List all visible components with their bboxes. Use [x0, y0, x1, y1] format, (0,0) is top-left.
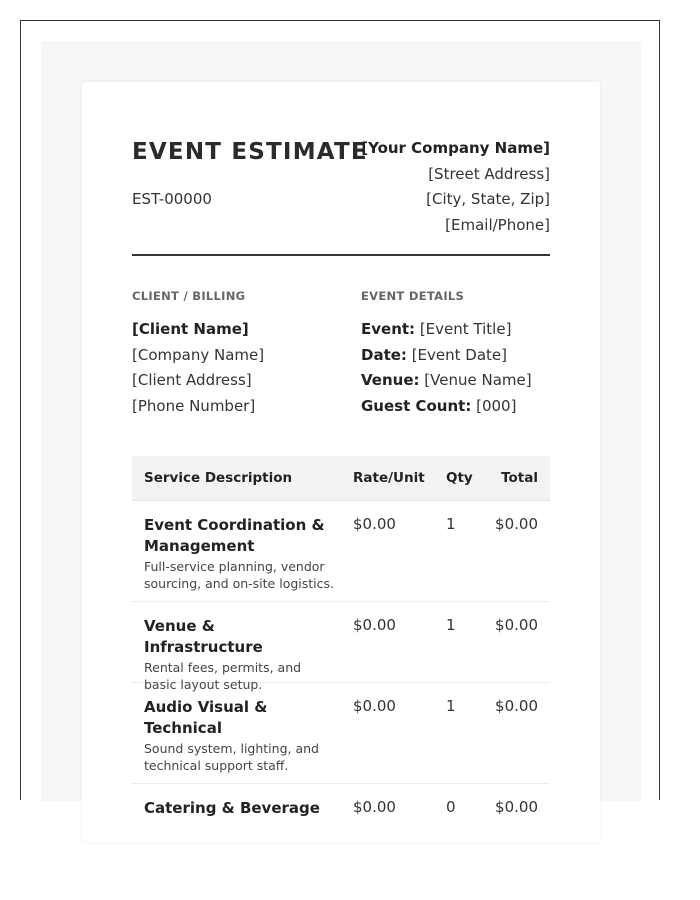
header-qty: Qty [446, 470, 473, 486]
services-table [132, 456, 550, 864]
service-detail: Sound system, lighting, and technical support staff. [144, 741, 319, 773]
client-block [132, 317, 264, 419]
client-heading: CLIENT / BILLING [132, 289, 246, 303]
header-divider [132, 254, 550, 256]
document-canvas [41, 41, 641, 817]
company-contact: [Email/Phone] [445, 215, 550, 234]
service-cell [144, 515, 334, 592]
date-label: Date: [361, 345, 407, 364]
service-cell [144, 616, 334, 693]
service-qty: 1 [446, 616, 456, 634]
event-label: Event: [361, 320, 416, 338]
guests-label: Guest Count: [361, 396, 472, 415]
event-value: [Event Title] [419, 320, 512, 338]
service-total: $0.00 [495, 697, 538, 715]
service-rate: $0.00 [353, 515, 396, 533]
event-block [361, 317, 532, 419]
header-rate: Rate/Unit [353, 470, 425, 486]
service-qty: 0 [446, 798, 456, 816]
event-guests-line [361, 394, 532, 420]
event-heading: EVENT DETAILS [361, 289, 465, 303]
company-city: [City, State, Zip] [426, 190, 550, 208]
service-name: Audio Visual & Technical [144, 698, 268, 737]
client-company: [Company Name] [132, 345, 265, 364]
company-block [361, 136, 550, 238]
service-detail: Full-service planning, vendor sourcing, and on-site logistics. [144, 559, 334, 591]
service-total: $0.00 [495, 515, 538, 533]
estimate-number: EST-00000 [132, 190, 212, 208]
service-total: $0.00 [495, 616, 538, 634]
table-row [132, 683, 550, 784]
service-rate: $0.00 [353, 616, 396, 634]
service-name: Event Coordination & Management [144, 516, 325, 555]
table-header [132, 456, 550, 501]
company-street: [Street Address] [428, 164, 550, 183]
estimate-page [82, 82, 600, 842]
service-rate: $0.00 [353, 798, 396, 816]
document-frame [20, 20, 660, 817]
service-cell [144, 697, 334, 774]
header-description: Service Description [144, 470, 293, 486]
client-address: [Client Address] [132, 371, 252, 389]
date-value: [Event Date] [411, 345, 507, 364]
service-name: Venue & Infrastructure [144, 617, 263, 656]
guests-value: [000] [476, 396, 517, 415]
event-date-line [361, 343, 532, 369]
service-rate: $0.00 [353, 697, 396, 715]
service-detail: Rental fees, permits, and basic layout setup. [144, 660, 302, 692]
event-venue-line [361, 368, 532, 394]
venue-label: Venue: [361, 371, 420, 389]
table-row [132, 602, 550, 692]
service-total: $0.00 [495, 798, 538, 816]
table-row [132, 784, 550, 864]
venue-value: [Venue Name] [424, 371, 532, 389]
table-row [132, 501, 550, 602]
client-name: [Client Name] [132, 320, 249, 338]
client-phone: [Phone Number] [132, 396, 256, 415]
service-qty: 1 [446, 515, 456, 533]
page-title: EVENT ESTIMATE [132, 139, 368, 165]
company-name: [Your Company Name] [361, 139, 550, 157]
service-cell [144, 798, 334, 819]
header-total: Total [501, 470, 538, 486]
event-title-line [361, 317, 532, 343]
service-qty: 1 [446, 697, 456, 715]
service-name: Catering & Beverage [144, 799, 320, 817]
